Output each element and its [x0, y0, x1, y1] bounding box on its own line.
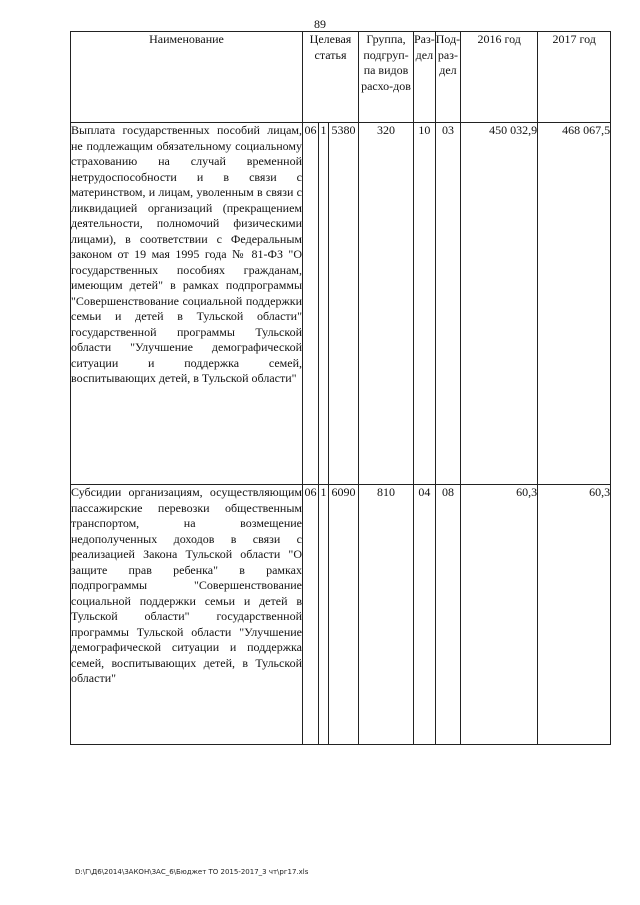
subsection: 03 — [435, 123, 460, 485]
table-row — [71, 485, 611, 745]
target-part-3: 5380 — [329, 123, 359, 485]
row-name: Субсидии организациям, осуществляющим пассажирские перевозки общественным транспортом, на возмещение недополученных доходов в связи с реализацией Закона Тульской области "О защите прав ребенка" в рамках подпрограммы "Совершенствование социальной поддержки семьи и детей в Тульской области" государственной программы Тульской области "Улучшение демографической ситуации и поддержка семей, воспитывающих детей, в Тульской области" — [71, 485, 303, 745]
header-2017: 2017 год — [538, 32, 611, 123]
subsection: 08 — [435, 485, 460, 745]
amount-2016: 60,3 — [461, 485, 538, 745]
target-part-2: 1 — [319, 123, 329, 485]
amount-2017: 60,3 — [538, 485, 611, 745]
file-path-footer: D:\Г\Д6\2014\ЗАКОН\ЗАС_6\Бюджет ТО 2015-2017_3 чт\рг17.xls — [75, 868, 309, 876]
header-2016: 2016 год — [461, 32, 538, 123]
header-target: Целевая статья — [303, 32, 359, 123]
header-section: Раз-дел — [414, 32, 436, 123]
table-row — [71, 123, 611, 485]
header-row — [71, 32, 611, 123]
row-name: Выплата государственных пособий лицам, не подлежащим обязательному социальному страхованию на случай временной нетрудоспособности и в связи с материнством, и лицам, уволенным в связи с ликвидацией организаций (прекращением деятельности, полномочий физическими лицами), в соответствии с Федеральным законом от 19 мая 1995 года № 81-ФЗ "О государственных пособиях гражданам, имеющим детей" в рамках подпрограммы "Совершенствование социальной поддержки семьи и детей в Тульской области" государственной программы Тульской области "Улучшение демографической ситуации и поддержка семей, воспитывающих детей, в Тульской области" — [71, 123, 303, 485]
target-part-3: 6090 — [329, 485, 359, 745]
header-group: Группа, подгруп-па видов расхо-дов — [359, 32, 414, 123]
target-part-1: 06 — [303, 123, 319, 485]
page-number: 89 — [314, 17, 326, 31]
expense-group: 320 — [359, 123, 414, 485]
target-part-2: 1 — [319, 485, 329, 745]
budget-table — [70, 31, 611, 745]
header-subsection: Под-раз-дел — [435, 32, 460, 123]
expense-group: 810 — [359, 485, 414, 745]
amount-2017: 468 067,5 — [538, 123, 611, 485]
target-part-1: 06 — [303, 485, 319, 745]
amount-2016: 450 032,9 — [461, 123, 538, 485]
header-name: Наименование — [71, 32, 303, 123]
section: 10 — [414, 123, 436, 485]
section: 04 — [414, 485, 436, 745]
